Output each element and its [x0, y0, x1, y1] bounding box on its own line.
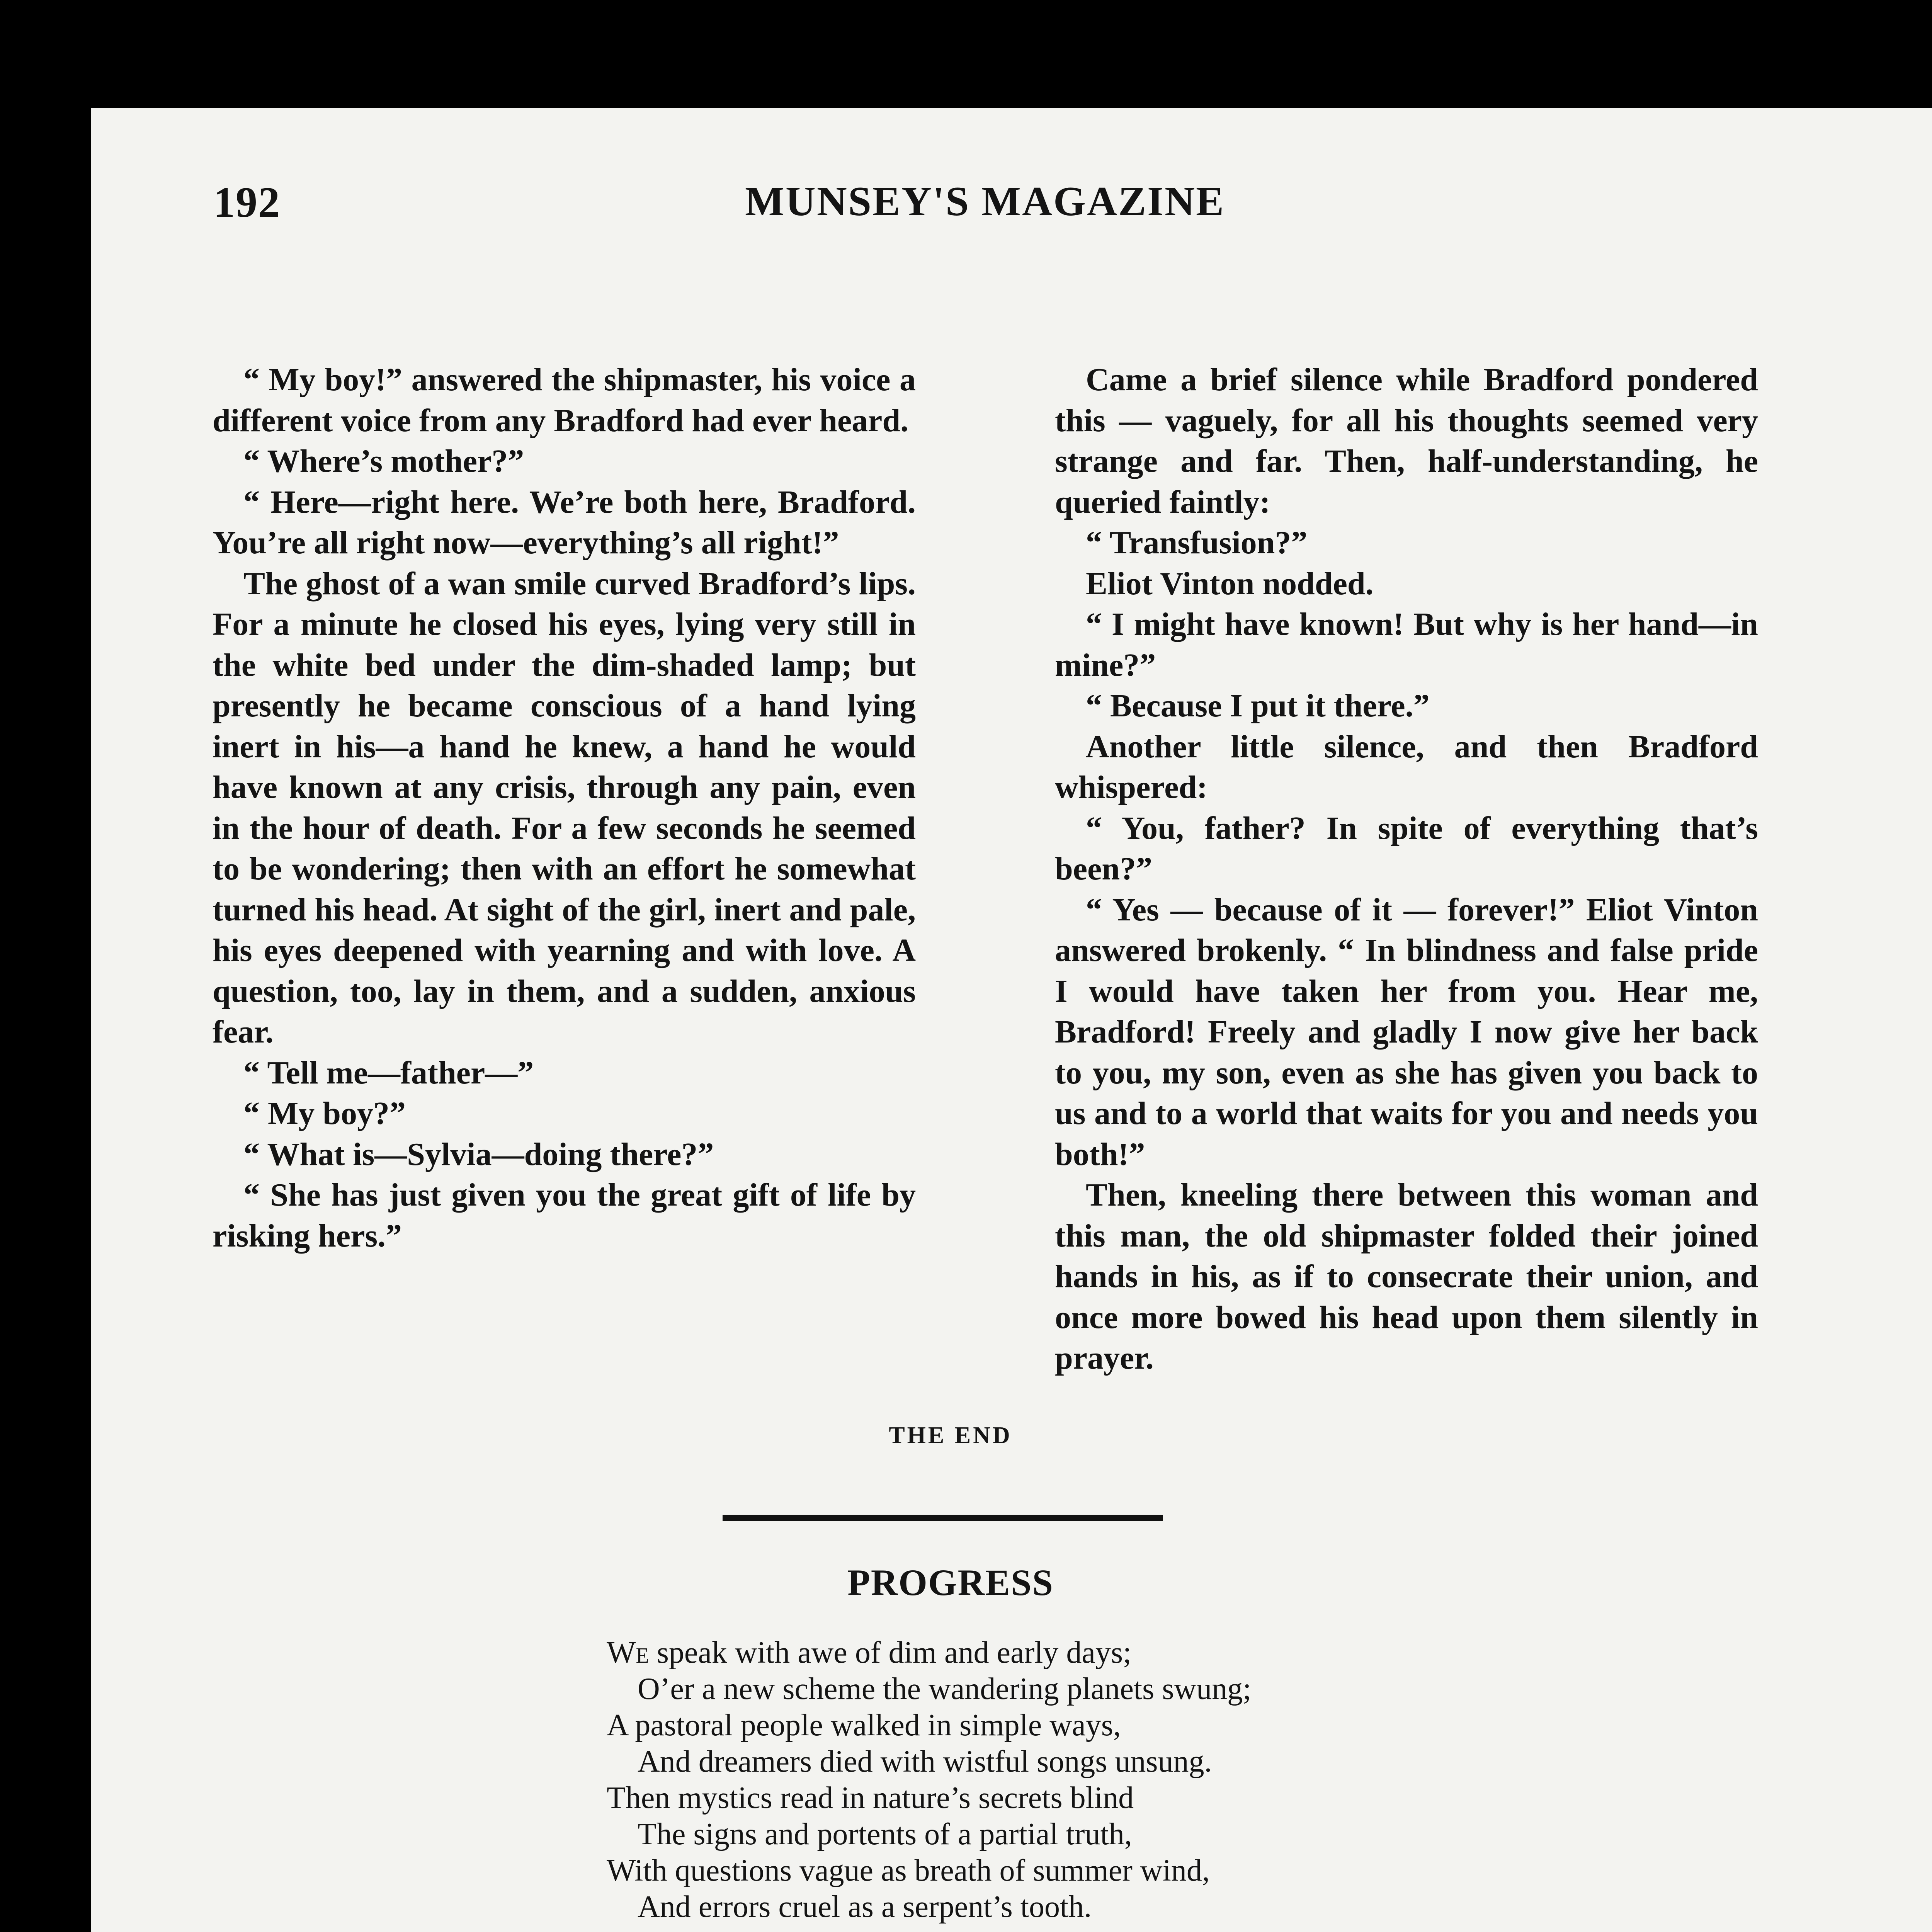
story-paragraph: “ I might have known! But why is her hand—in mine?” — [1055, 606, 1758, 683]
story-paragraph: “ You, father? In spite of everything that’s been?” — [1055, 810, 1758, 887]
poem-line: With questions vague as breath of summer wind, — [607, 1854, 1210, 1888]
story-paragraph: “ My boy?” — [243, 1095, 406, 1131]
story-paragraph: Another little silence, and then Bradford whispered: — [1055, 728, 1758, 805]
story-paragraph: Eliot Vinton nodded. — [1086, 565, 1374, 602]
story-paragraph: “ Where’s mother?” — [243, 443, 524, 479]
poem-line: A pastoral people walked in simple ways, — [607, 1708, 1121, 1742]
poem-lead-cap: We — [607, 1636, 649, 1670]
poem-title: PROGRESS — [847, 1562, 1054, 1603]
section-divider — [723, 1515, 1163, 1521]
poem-line: Then mystics read in nature’s secrets blind — [607, 1781, 1134, 1815]
story-paragraph: The ghost of a wan smile curved Bradford’s lips. For a minute he closed his eyes, lying very still in the white bed under the dim-shaded lamp; but presently he became conscious of a hand lying inert in his—a hand he knew, a hand he would have known at any crisis, through any pain, even in the hour of death. For a few seconds he seemed to be wondering; then with an effort he somewhat turned his head. At sight of the girl, inert and pale, his eyes deepened with yearning and with love. A question, too, lay in them, and a sudden, anxious fear. — [213, 565, 916, 1050]
page-number: 192 — [213, 179, 281, 226]
story-paragraph: “ My boy!” answered the shipmaster, his voice a different voice from any Bradford had ever heard. — [213, 362, 916, 439]
story-end-marker: THE END — [889, 1422, 1012, 1449]
story-paragraph: “ Because I put it there.” — [1086, 688, 1430, 724]
page-header — [213, 178, 1757, 247]
story-paragraph: “ Here—right here. We’re both here, Bradford. You’re all right now—everything’s all right!” — [213, 484, 916, 561]
poem-line: O’er a new scheme the wandering planets swung; — [638, 1672, 1252, 1706]
story-column-left — [213, 359, 916, 1256]
story-paragraph: “ Tell me—father—” — [243, 1054, 534, 1091]
story-paragraph: “ What is—Sylvia—doing there?” — [243, 1136, 714, 1172]
poem-stanza — [607, 1634, 1611, 1925]
story-paragraph: “ Transfusion?” — [1086, 525, 1308, 561]
story-column-right — [1055, 359, 1758, 1379]
poem-line: And errors cruel as a serpent’s tooth. — [638, 1890, 1092, 1924]
story-paragraph: Came a brief silence while Bradford pondered this — vaguely, for all his thoughts seemed very strange and far. Then, half-understanding, he queried faintly: — [1055, 362, 1758, 520]
magazine-title: MUNSEY'S MAGAZINE — [745, 179, 1225, 224]
story-paragraph: “ Yes — because of it — forever!” Eliot Vinton answered brokenly. “ In blindness and false pride I would have taken her from you. Hear me, Bradford! Freely and gladly I now give her back to you, my son, even as she has given you back to us and to a world that waits for you and needs you both!” — [1055, 891, 1758, 1172]
poem-line-text: speak with awe of dim and early days; — [656, 1636, 1132, 1670]
story-paragraph: “ She has just given you the great gift of life by risking hers.” — [213, 1177, 916, 1254]
poem-line: And dreamers died with wistful songs unsung. — [638, 1745, 1212, 1779]
poem-body — [607, 1634, 1611, 1932]
poem-line: The signs and portents of a partial truth, — [638, 1817, 1132, 1851]
story-paragraph: Then, kneeling there between this woman and this man, the old shipmaster folded their joined hands in his, as if to consecrate their union, and once more bowed his head upon them silently in prayer. — [1055, 1177, 1758, 1376]
poem-line — [607, 1634, 1611, 1671]
